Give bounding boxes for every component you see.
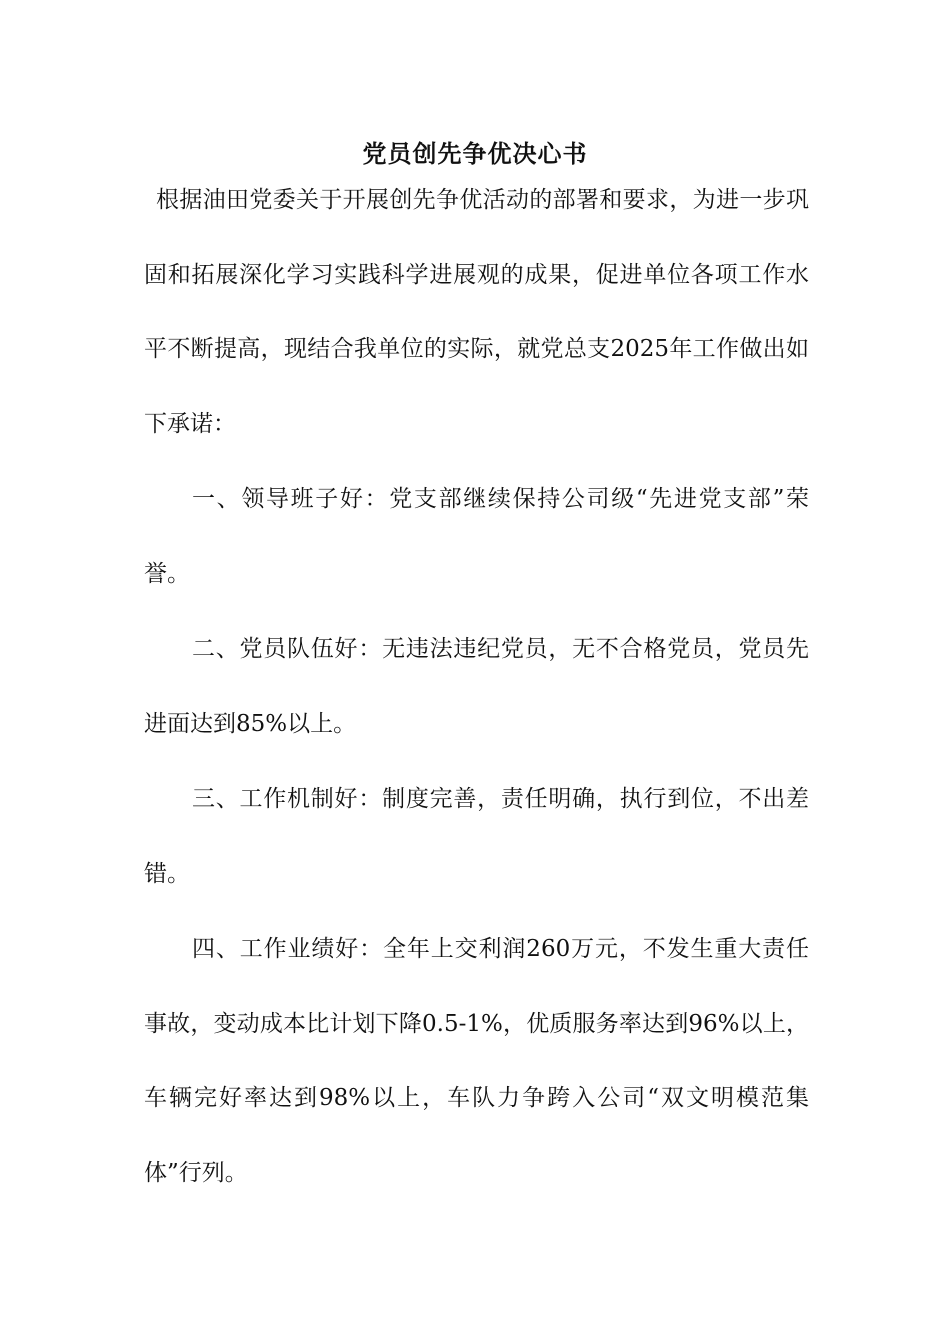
commitment-paragraph-3: 三、工作机制好：制度完善，责任明确，执行到位，不出差错。: [144, 786, 809, 887]
intro-paragraph: 根据油田党委关于开展创先争优活动的部署和要求，为进一步巩固和拓展深化学习实践科学进展观的成果，促进单位各项工作水平不断提高，现结合我单位的实际，就党总支2025年工作做出如下承诺：: [144, 187, 809, 437]
document-title: 党员创先争优决心书: [362, 140, 588, 168]
commitment-paragraph-2: 二、党员队伍好：无违法违纪党员，无不合格党员，党员先进面达到85%以上。: [144, 636, 809, 737]
commitment-paragraph-1: 一、领导班子好：党支部继续保持公司级“先进党支部”荣誉。: [144, 486, 809, 587]
commitment-paragraph-4: 四、工作业绩好：全年上交利润260万元，不发生重大责任事故，变动成本比计划下降0.5-1%，优质服务率达到96%以上，车辆完好率达到98%以上，车队力争跨入公司“双文明模范集体”行列。: [144, 936, 809, 1186]
